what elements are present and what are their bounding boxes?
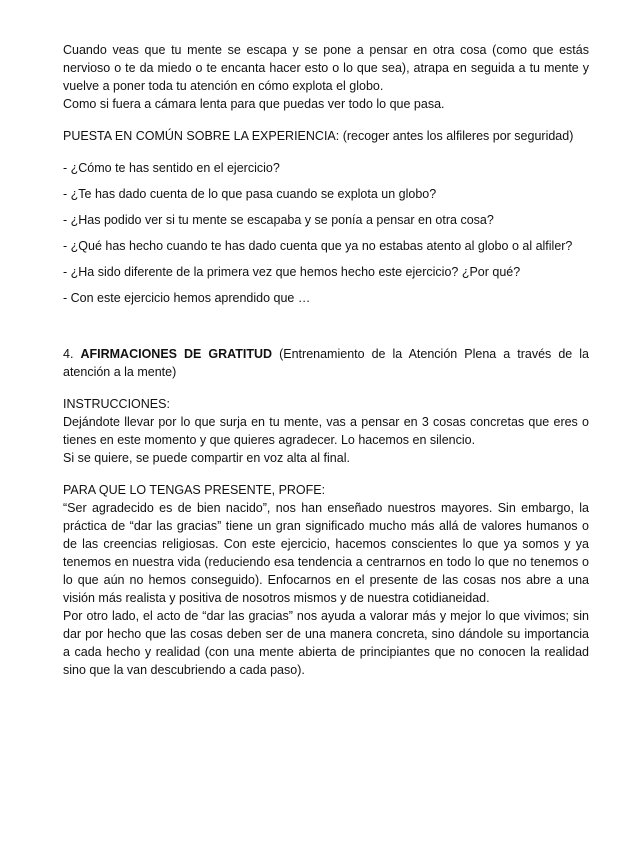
question-item: - ¿Has podido ver si tu mente se escapaba y se ponía a pensar en otra cosa? <box>63 213 494 227</box>
instructions-paragraph: Dejándote llevar por lo que surja en tu mente, vas a pensar en 3 cosas concretas que eres o tienes en este momento y que quieres agradecer. Lo hacemos en silencio. <box>63 415 589 447</box>
spacer <box>63 113 589 127</box>
spacer <box>63 381 589 395</box>
section-title: AFIRMACIONES DE GRATITUD <box>80 347 273 361</box>
section-number: 4. <box>63 347 74 361</box>
intro-paragraph-2: Como si fuera a cámara lenta para que puedas ver todo lo que pasa. <box>63 97 445 111</box>
profe-paragraph: “Ser agradecido es de bien nacido”, nos han enseñado nuestros mayores. Sin embargo, la práctica de “dar las gracias” tiene un gran significado mucho más allá de valores humanos o de las creencias religiosas. Con este ejercicio, hacemos conscientes lo que ya somos y ya tenemos en nuestra vida (reduciendo esa tendencia a centrarnos en todo lo que no tenemos o lo que aún no hemos conseguido). Enfocarnos en el presente de las cosas nos abre a una visión más realista y positiva de nosotros mismos y de nuestra cotidianeidad. <box>63 501 589 605</box>
question-item: - ¿Te has dado cuenta de lo que pasa cuando se explota un globo? <box>63 187 437 201</box>
profe-heading: PARA QUE LO TENGAS PRESENTE, PROFE: <box>63 483 326 497</box>
question-item: - ¿Ha sido diferente de la primera vez que hemos hecho este ejercicio? ¿Por qué? <box>63 265 521 279</box>
section4-heading <box>63 345 589 381</box>
spacer <box>63 315 589 345</box>
intro-paragraph: Cuando veas que tu mente se escapa y se pone a pensar en otra cosa (como que estás nervioso o te da miedo o te encanta hacer esto o lo que sea), atrapa en seguida a tu mente y vuelve a poner toda tu atención en cómo explota el globo. <box>63 43 589 93</box>
question-item: - ¿Qué has hecho cuando te has dado cuenta que ya no estabas atento al globo o al alfiler? <box>63 239 573 253</box>
spacer <box>63 145 589 159</box>
question-item: - ¿Cómo te has sentido en el ejercicio? <box>63 161 280 175</box>
document-page <box>63 41 589 679</box>
profe-paragraph-2: Por otro lado, el acto de “dar las gracias” nos ayuda a valorar más y mejor lo que vivimos; sin dar por hecho que las cosas deben ser de una manera concreta, sino dándole su importancia a cada hecho y realidad (con una mente abierta de principiantes que no conocen la realidad sino que la van descubriendo a cada paso). <box>63 609 589 677</box>
section-subtitle: (Entrenamiento de la Atención Plena a través de la atención a la mente) <box>63 347 589 379</box>
instructions-heading: INSTRUCCIONES: <box>63 397 170 411</box>
spacer <box>63 467 589 481</box>
puesta-heading: PUESTA EN COMÚN SOBRE LA EXPERIENCIA: (recoger antes los alfileres por seguridad) <box>63 129 574 143</box>
instructions-paragraph-2: Si se quiere, se puede compartir en voz alta al final. <box>63 451 350 465</box>
question-item: - Con este ejercicio hemos aprendido que … <box>63 291 311 305</box>
